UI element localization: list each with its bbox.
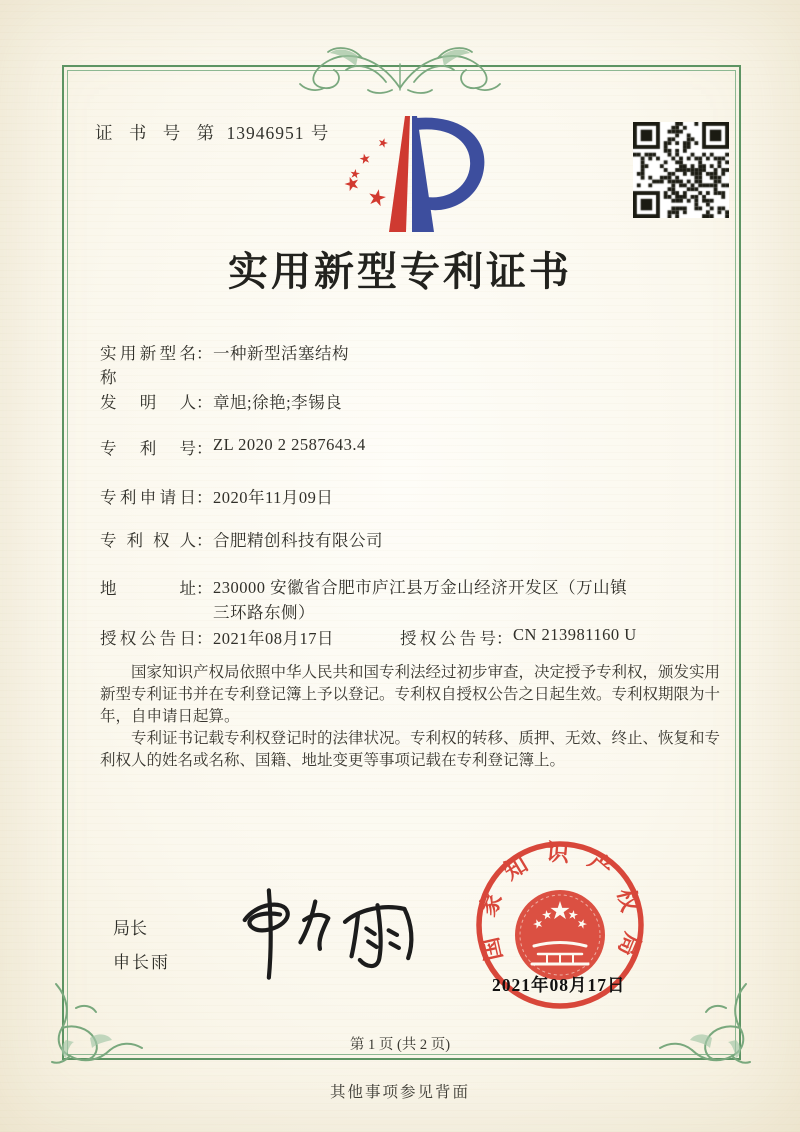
field-value: CN 213981160 U (513, 625, 637, 644)
field-label: 发明人 (100, 393, 196, 412)
field-filing-date (100, 484, 333, 508)
seal-national-emblem-icon (515, 890, 605, 980)
field-colon: ： (196, 579, 213, 598)
handwritten-signature-icon (228, 878, 423, 990)
field-label: 地址 (100, 579, 196, 598)
field-value: 2020年11月09日 (213, 488, 334, 507)
field-inventors (100, 389, 342, 413)
field-value: 合肥精创科技有限公司 (213, 531, 383, 550)
field-grant-number (400, 625, 637, 649)
field-grant-date (100, 625, 334, 649)
field-patentee (100, 527, 383, 551)
legal-paragraph-2: 专利证书记载专利权登记时的法律状况。专利权的转移、质押、无效、终止、恢复和专利权人的姓名或名称、国籍、地址变更等事项记载在专利登记簿上。 (100, 730, 721, 769)
field-label: 授权公告号 (400, 629, 496, 648)
field-value: ZL 2020 2 2587643.4 (213, 435, 366, 454)
field-label: 专利权人 (100, 531, 196, 550)
field-colon: ： (496, 629, 513, 648)
seal-date: 2021年08月17日 (492, 975, 626, 995)
bottom-left-flourish-icon (46, 980, 146, 1072)
bottom-right-flourish-icon (656, 980, 756, 1072)
field-value: 一种新型活塞结构 (213, 344, 349, 363)
certificate-number-value: 13946951 (226, 123, 305, 143)
field-colon: ： (196, 393, 213, 412)
back-side-note: 其他事项参见背面 (329, 1084, 470, 1101)
field-address (100, 575, 629, 625)
signer-name: 申长雨 (113, 953, 170, 972)
qr-code (633, 122, 729, 218)
field-colon: ： (196, 531, 213, 550)
field-label: 专利号 (100, 439, 196, 458)
field-label: 授权公告日 (100, 629, 196, 648)
seal-ring-text: 国家知识产权局 (473, 839, 647, 976)
cnipa-patent-logo-icon (332, 110, 492, 240)
field-colon: ： (196, 439, 213, 458)
field-patent-number (100, 435, 366, 459)
field-value: 章旭;徐艳;李锡良 (213, 393, 343, 412)
field-colon: ： (196, 488, 213, 507)
field-label: 专利申请日 (100, 488, 196, 507)
legal-text (100, 662, 720, 772)
page-number: 第 1 页 (共 2 页) (349, 1037, 451, 1053)
certificate-number (95, 120, 328, 145)
field-value: 230000 安徽省合肥市庐江县万金山经济开发区（万山镇三环路东侧） (213, 578, 628, 622)
field-value: 2021年08月17日 (213, 629, 334, 648)
field-colon: ： (196, 629, 213, 648)
certificate-number-suffix: 号 (310, 123, 329, 143)
certificate-title: 实用新型专利证书 (228, 249, 572, 294)
field-utility-model-name (100, 340, 349, 388)
certificate-number-prefix: 证 书 号 第 (95, 123, 221, 143)
top-center-flourish-icon (288, 38, 512, 98)
field-label: 实用新型名称 (100, 344, 196, 387)
signer-title: 局长 (113, 919, 147, 938)
legal-paragraph-1: 国家知识产权局依照中华人民共和国专利法经过初步审查，决定授予专利权，颁发实用新型专利证书并在专利登记簿上予以登记。专利权自授权公告之日起生效。专利权期限为十年，自申请日起算。 (100, 664, 721, 725)
field-colon: ： (196, 344, 213, 363)
